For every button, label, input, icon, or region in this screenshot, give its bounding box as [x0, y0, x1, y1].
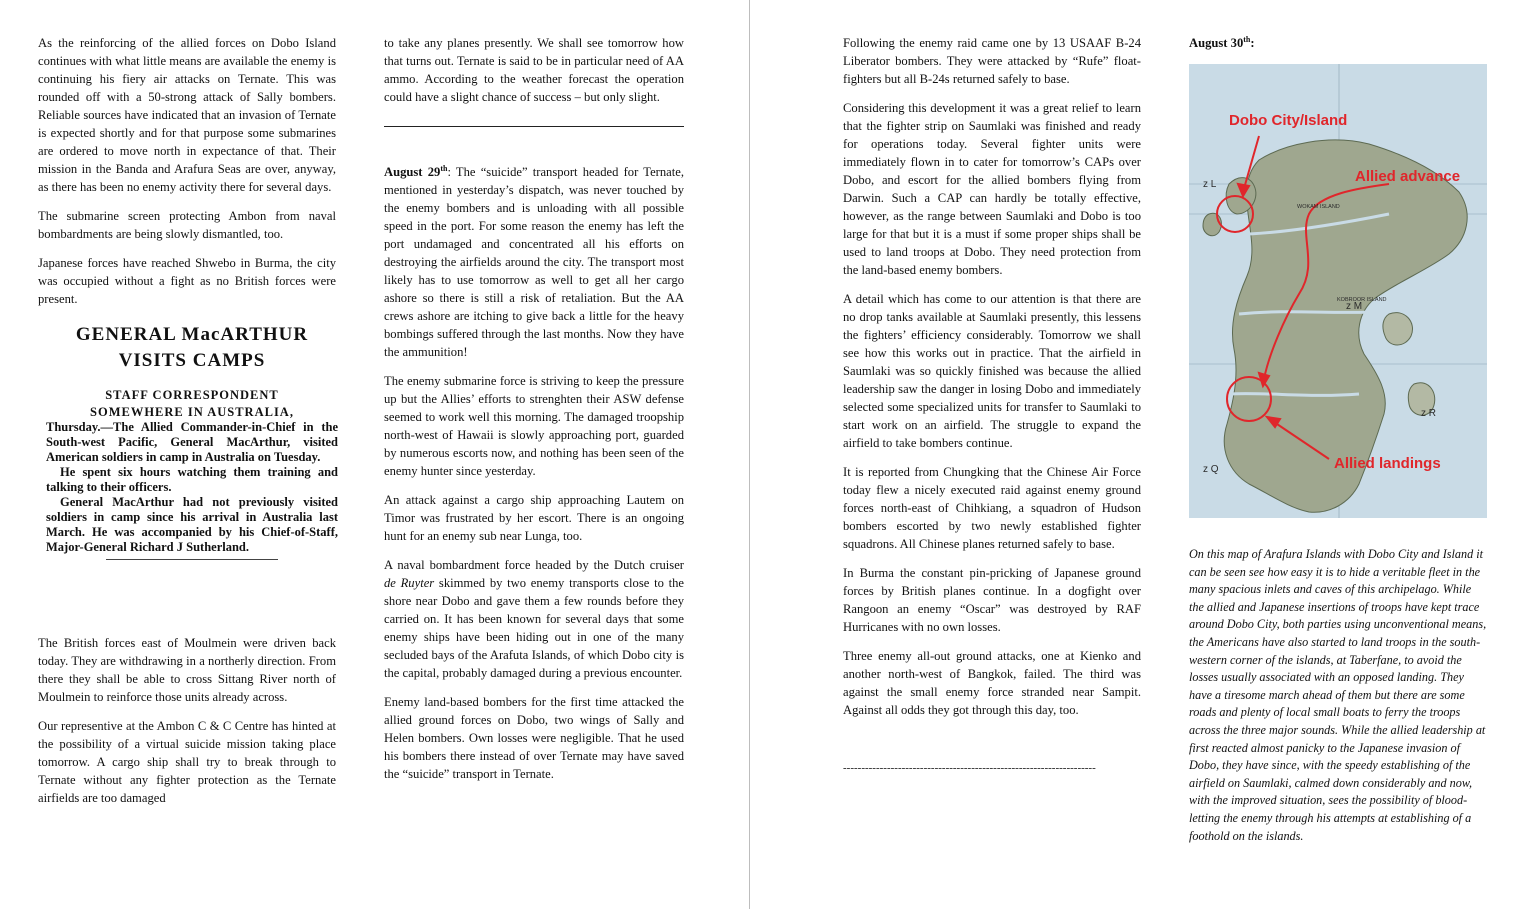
map-grid-zr: z R — [1421, 408, 1436, 419]
paragraph-august-29: August 29th: The “suicide” transport headed for Ternate, mentioned in yesterday’s dispatch, was never touched by the enemy bombers and is unloading with all possible speed in the port. For some reason the enemy has left the port undamaged and concentrated all his efforts on destroying the airfields around the city. The transport most likely has to use tomorrow as well to get all her cargo ashore so there is still a risk of retaliation. But the AA crews ashore are itching to give back a little for the heavy bombings suffered through the last months. Now they have the ammunition! — [384, 163, 684, 359]
paragraph-dobo-bombers: Enemy land-based bombers for the first time attacked the allied ground forces on Dobo, two wings of Sally and Helen bombers. Own losses were negligible. That he used his bombers there instead of over Ternate may have saved the “suicide” transport in Ternate. — [384, 695, 684, 781]
map-grid-zq: z Q — [1203, 464, 1219, 475]
paragraph-usaaf-raid: Following the enemy raid came one by 13 USAAF B-24 Liberator bombers. They were attacked by “Rufe” float-fighters but all B-24s returned safely to base. — [843, 36, 1141, 86]
map-label-landings: Allied landings — [1334, 455, 1441, 472]
page-divider — [749, 0, 750, 909]
date-august-29: August 29th — [384, 163, 448, 179]
newspaper-clipping — [46, 322, 338, 614]
map-grid-zl: z L — [1203, 179, 1217, 190]
arafura-islands-map — [1189, 64, 1487, 518]
paragraph-submarine-screen: The submarine screen protecting Ambon from naval bombardments are being slowly dismantled, too. — [38, 209, 336, 241]
clipping-body-3: General MacArthur had not previously visited soldiers in camp since his arrival in Australia last March. He was accompanied by his Chief-of-Staff, Major-General Richard J Sutherland. — [46, 495, 338, 554]
paragraph-ternate-attacks: As the reinforcing of the allied forces on Dobo Island continues with what little means are available the enemy is continuing his fiery air attacks on Ternate. This was rounded off with a 50-strong attack of Sally bombers. Reliable sources have indicated that an invasion of Ternate is expected shortly and for that purpose some submarines are ordered to move north in expectance of that. Their mission in the Banda and Arafura Seas are over, anyway, as there has been no enemy activity there for several days. — [38, 36, 336, 194]
paragraph-chungking: It is reported from Chungking that the Chinese Air Force today flew a nicely executed raid against enemy ground forces north-east of Chihkiang, a squadron of Hudson bombers escorted by two newly established fighter squadrons. All Chinese planes returned safely to base. — [843, 465, 1141, 551]
ship-name: de Ruyter — [384, 576, 435, 590]
paragraph-de-ruyter: A naval bombardment force headed by the Dutch cruiser de Ruyter skimmed by two enemy transports close to the shore near Dobo and gave them a few rounds before they carried on. It has been known for several days that some enemy ships have been hiding out in one of the many secluded bays of the Arafuta Islands, of which Dobo city is the capital, probably damaged during a previous encounter. — [384, 558, 684, 680]
paragraph-lautem: An attack against a cargo ship approaching Lautem on Timor was frustrated by her escort. There is an ongoing hunt for an enemy sub near Lunga, too. — [384, 493, 684, 543]
paragraph-drop-tanks: A detail which has come to our attention is that there are no drop tanks available at Saumlaki presently, this lessens the fighters’ efficiency considerably. Tomorrow we shall see how this works out in practice. That the airfield in Saumlaki was so quickly finished was because the allied leadership saw the danger in losing Dobo and immediately selected some specialized units for transfer to Saumlaki to start work on an airfield. The struggle to expand the airfield to take bombers continue. — [843, 292, 1141, 450]
map-label-city: Dobo City/Island — [1229, 112, 1348, 129]
paragraph-weather: to take any planes presently. We shall see tomorrow how that turns out. Ternate is said to be in particular need of AA ammo. According to the weather forecast the operation could have a slight chance of success – but only slight. — [384, 36, 684, 104]
map-caption: On this map of Arafura Islands with Dobo City and Island it can be seen see how easy it is to hide a veritable fleet in the many spacious inlets and caves of this archipelago. While the allied and Japanese insertions of troops have kept trace around Dobo City, both parties using unconventional means, the Americans have also started to land troops in the south-western corner of the islands, at Taberfane, to avoid the losses usually associated with an opposed landing. They have a tiresome march ahead of them but there are some roads and plenty of local small boats to ferry the troops across the three major sounds. While the allied leadership at first reacted almost panicky to the Japanese invasion of Dobo, they have since, with the speedy establishing of the airfield on Saumlaki, calmed down considerably and now, with the improved situation, sees the possibility of blood-letting the enemy through his attempts at establishing of a foothold on the islands. — [1189, 547, 1487, 843]
paragraph-moulmein: The British forces east of Moulmein were driven back today. They are withdrawing in a northerly direction. From there they shall be able to cross Sittang River north of Moulmein to reinforce those units already across. — [38, 636, 336, 704]
column-4 — [1189, 34, 1489, 845]
column-2 — [384, 34, 684, 794]
clipping-dateline: SOMEWHERE IN AUSTRALIA, — [90, 405, 294, 419]
map-label-wokam: WOKAM ISLAND — [1297, 204, 1340, 210]
paragraph-asw: The enemy submarine force is striving to keep the pressure up but the Allies’ efforts to strenghten their ASW defense seemed to work well this morning. The damaged troopship north-west of Hawaii is slowly approaching port, guarded by numerous escorts now, and nothing has been seen of the enemy hunter since yesterday. — [384, 374, 684, 478]
date-august-30: August 30th: — [1189, 34, 1255, 50]
clipping-body-1: Thursday.—The Allied Commander-in-Chief in the South-west Pacific, General MacArthur, visited American soldiers in camp in Australia on Tuesday. — [46, 420, 338, 464]
paragraph-ambon-cc: Our representive at the Ambon C & C Centre has hinted at the possibility of a virtual suicide mission taking place tomorrow. A cargo ship shall try to break through to Ternate without any fighter protection as the Ternate airfields are too damaged — [38, 719, 336, 805]
column-3 — [843, 34, 1141, 777]
clipping-body-2: He spent six hours watching them training and talking to their officers. — [46, 465, 338, 494]
paragraph-burma: In Burma the constant pin-pricking of Japanese ground forces by British planes continue. In a dogfight over Rangoon an enemy “Oscar” was destroyed by RAF Hurricanes with no own losses. — [843, 566, 1141, 634]
column-1 — [38, 34, 336, 818]
clipping-byline: STAFF CORRESPONDENT — [105, 388, 279, 402]
clipping-separator — [106, 559, 278, 560]
clipping-headline: GENERAL MacARTHUR VISITS CAMPS — [75, 324, 309, 371]
map-grid-zm: z M — [1346, 301, 1363, 312]
map-label-kobroor: KOBROOR ISLAND — [1337, 297, 1387, 303]
map-label-advance: Allied advance — [1355, 168, 1461, 185]
section-rule — [384, 126, 684, 127]
paragraph-saumlaki: Considering this development it was a great relief to learn that the fighter strip on Saumlaki was finished and ready for operations today. Several fighter units were immediately flown in to cater for tomorrow’s CAPs over Dobo, and escort for the allied bombers flying from Darwin. Such a CAP can hardly be totally effective, however, as the range between Saumlaki and Dobo is too large for that but it is a must if some proper ships shall be used to land troops at Dobo. They need protection from the land-based enemy bombers. — [843, 101, 1141, 277]
paragraph-ground-attacks: Three enemy all-out ground attacks, one at Kienko and another north-west of Bangkok, failed. The third was against the small enemy force stranded near Sampit. Against all odds they got through this day, too. — [843, 649, 1141, 717]
paragraph-shwebo: Japanese forces have reached Shwebo in Burma, the city was occupied without a fight as no British forces were present. — [38, 256, 336, 306]
dashed-rule: --------------------------------------------------------------------- — [843, 762, 1096, 774]
